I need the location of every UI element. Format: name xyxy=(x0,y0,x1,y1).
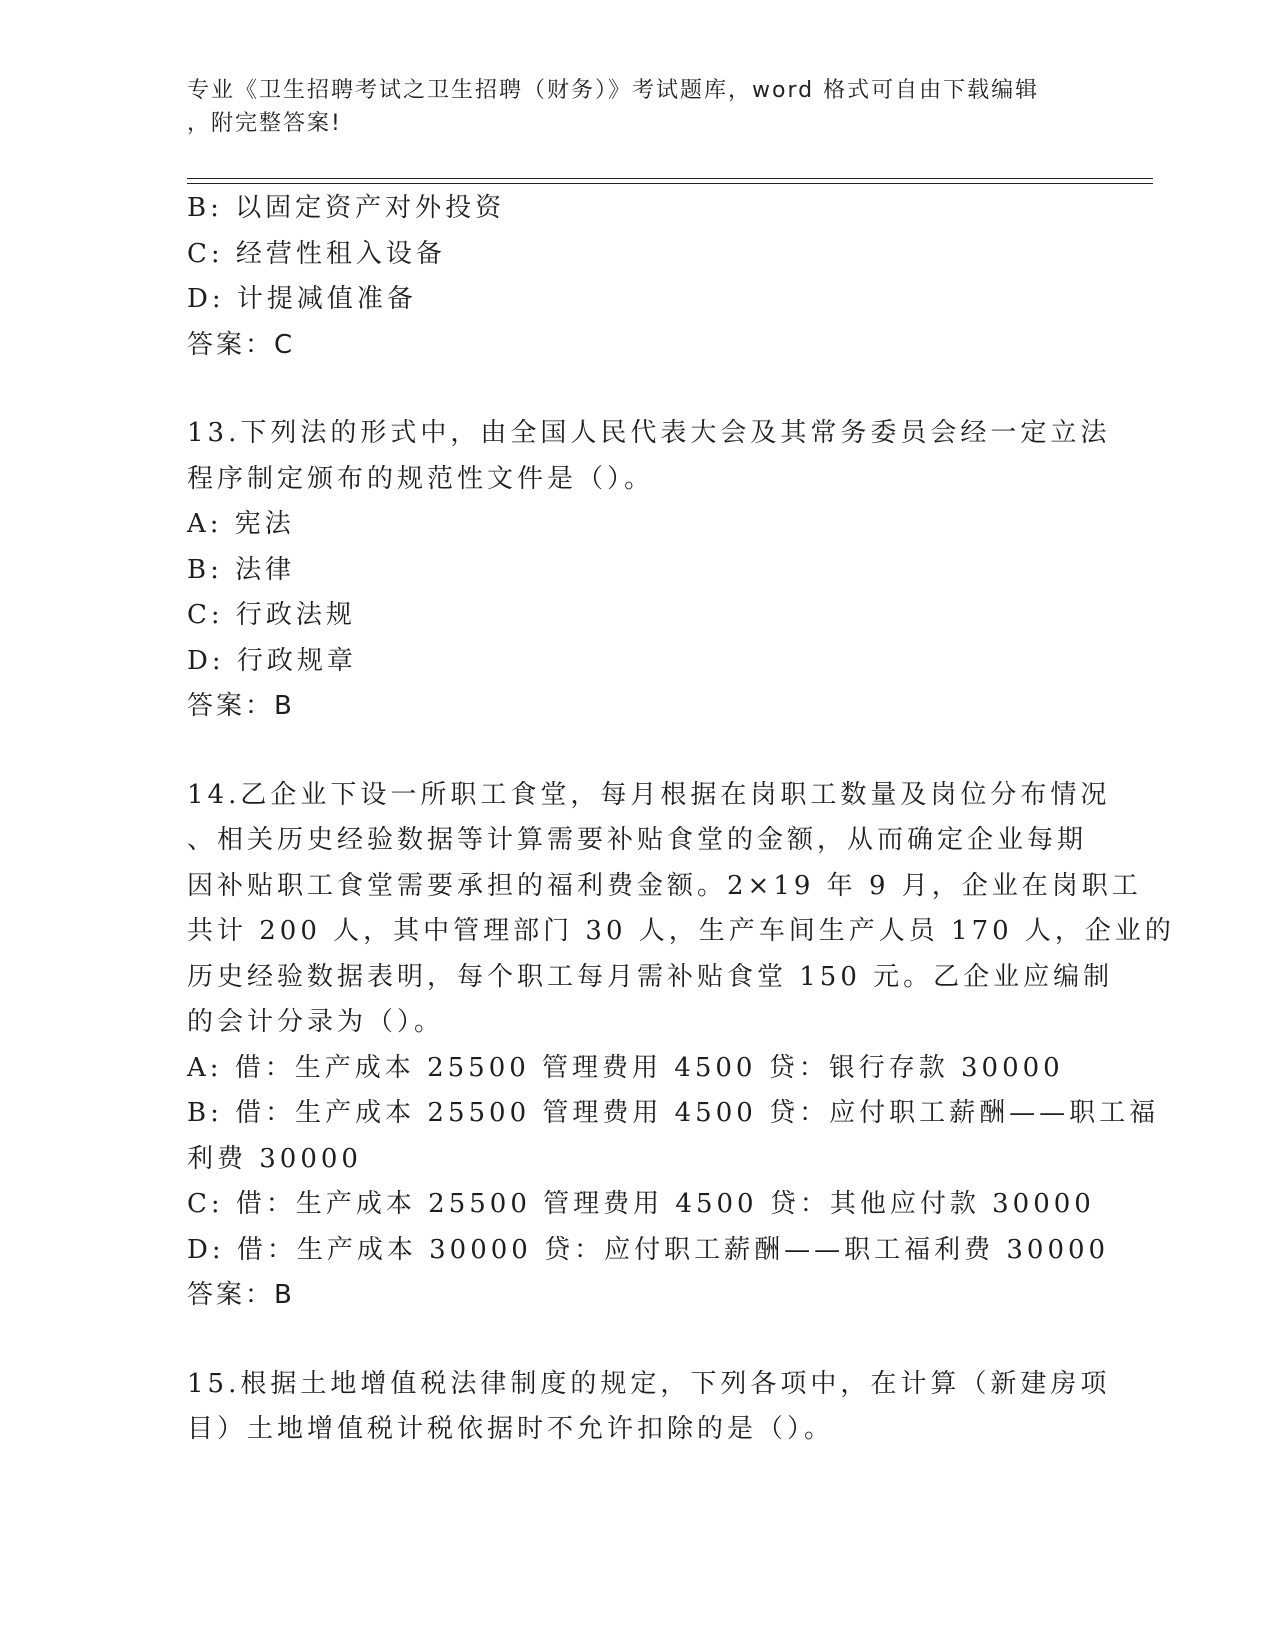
header-divider-top xyxy=(187,178,1153,179)
option-c: C: 经营性租入设备 xyxy=(187,238,446,269)
question-15 xyxy=(187,1362,1111,1453)
option-b-continued: 利费 30000 xyxy=(187,1143,362,1174)
question-stem-line: 共计 200 人，其中管理部门 30 人，生产车间生产人员 170 人，企业的 xyxy=(187,916,1175,946)
question-content xyxy=(187,186,1175,1453)
option-d: D: 行政规章 xyxy=(187,645,357,676)
option-c: C: 行政法规 xyxy=(187,600,356,630)
question-stem-line: 13.下列法的形式中，由全国人民代表大会及其常务委员会经一定立法 xyxy=(187,418,1111,448)
question-12 xyxy=(187,186,1087,368)
question-stem-line: 15.根据土地增值税法律制度的规定，下列各项中，在计算（新建房项 xyxy=(187,1368,1111,1399)
option-b: B: 法律 xyxy=(187,554,296,585)
header-line-2: ，附完整答案! xyxy=(187,111,342,136)
answer: 答案：B xyxy=(187,1280,295,1310)
option-c: C: 借：生产成本 25500 管理费用 4500 贷：其他应付款 30000 xyxy=(187,1189,1095,1219)
question-stem-line: 的会计分录为（）。 xyxy=(187,1007,445,1037)
question-stem-line: 历史经验数据表明，每个职工每月需补贴食堂 150 元。乙企业应编制 xyxy=(187,961,1114,992)
question-stem-line: 目）土地增值税计税依据时不允许扣除的是（）。 xyxy=(187,1414,835,1444)
option-b: B: 借：生产成本 25500 管理费用 4500 贷：应付职工薪酬——职工福 xyxy=(187,1098,1160,1128)
header-line-1: 专业《卫生招聘考试之卫生招聘（财务）》考试题库，word 格式可自由下载编辑 xyxy=(187,78,1040,103)
option-a: A: 借：生产成本 25500 管理费用 4500 贷：银行存款 30000 xyxy=(187,1052,1064,1083)
option-d: D: 借：生产成本 30000 贷：应付职工薪酬——职工福利费 30000 xyxy=(187,1234,1110,1265)
answer: 答案：C xyxy=(187,329,296,360)
option-d: D: 计提减值准备 xyxy=(187,284,417,314)
option-a: A: 宪法 xyxy=(187,509,295,539)
question-stem-line: 、相关历史经验数据等计算需要补贴食堂的金额，从而确定企业每期 xyxy=(187,825,1088,855)
spacer xyxy=(187,368,1087,411)
question-stem-line: 程序制定颁布的规范性文件是（）。 xyxy=(187,463,655,494)
spacer xyxy=(187,1319,1087,1362)
question-stem-line: 14.乙企业下设一所职工食堂，每月根据在岗职工数量及岗位分布情况 xyxy=(187,779,1111,810)
document-header xyxy=(187,74,1067,140)
option-b: B: 以固定资产对外投资 xyxy=(187,193,506,223)
spacer xyxy=(187,730,1087,773)
header-divider-bottom xyxy=(187,183,1153,184)
answer: 答案：B xyxy=(187,691,295,721)
question-14 xyxy=(187,773,1175,1319)
question-stem-line: 因补贴职工食堂需要承担的福利费金额。2×19 年 9 月，企业在岗职工 xyxy=(187,870,1142,901)
question-13 xyxy=(187,411,1111,730)
